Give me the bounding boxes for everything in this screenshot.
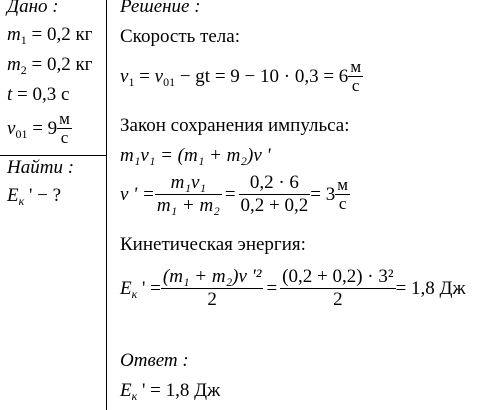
find-symbol: E <box>7 185 19 206</box>
vprime-equation <box>120 172 350 217</box>
energy-frac2-den: 2 <box>280 288 395 311</box>
v01-symbol: v <box>7 117 16 139</box>
vprime-frac2-den: 0,2 + 0,2 <box>240 195 309 216</box>
find-header: Найти : <box>7 157 75 178</box>
solution-header: Решение : <box>120 0 201 17</box>
find-sub: к <box>18 194 25 208</box>
given-m2 <box>7 54 92 76</box>
given-t <box>7 84 69 106</box>
m1-symbol: m <box>7 24 21 45</box>
vprime-eq-sign: = <box>224 183 236 205</box>
speed-equation <box>120 58 363 95</box>
vprime-frac1-den: m₁ + m₂ <box>156 195 220 216</box>
speed-v: v <box>120 65 129 87</box>
vprime-unit-num: м <box>337 175 348 194</box>
energy-frac1-den: 2 <box>161 288 264 311</box>
vprime-unit-den: с <box>335 194 350 213</box>
energy-frac1-num: (m₁ + m₂)v '² <box>162 266 262 287</box>
speed-unit <box>348 58 363 95</box>
speed-v-sub: 1 <box>128 74 135 89</box>
given-v01 <box>7 110 72 147</box>
energy-result: = 1,8 Дж <box>395 277 466 299</box>
t-value: = 0,3 с <box>12 84 70 105</box>
m2-sub: 2 <box>20 63 27 77</box>
vprime-frac-numeric <box>239 172 311 217</box>
v01-sub: 01 <box>15 126 28 141</box>
v01-value: = 9 <box>27 117 58 139</box>
m2-value: = 0,2 кг <box>26 54 93 75</box>
answer-rest: ' = 1,8 Дж <box>137 380 221 401</box>
energy-label: Кинетическая энергия: <box>120 234 306 255</box>
m1-value: = 0,2 кг <box>26 24 93 45</box>
m1-sub: 1 <box>20 33 27 47</box>
energy-frac2-num: (0,2 + 0,2) · 3² <box>282 266 394 287</box>
speed-eq-sign: = <box>134 65 155 87</box>
v01-unit-num: м <box>59 109 70 128</box>
energy-eq-sign: = <box>266 277 278 299</box>
speed-unit-den: с <box>348 76 363 95</box>
answer-expression <box>120 380 220 402</box>
v01-unit-den: с <box>57 128 72 147</box>
energy-lhs-sub: к <box>131 286 138 301</box>
momentum-label: Закон сохранения импульса: <box>120 115 350 136</box>
speed-tail: − gt = 9 − 10 · 0,3 = 6 <box>175 65 349 87</box>
momentum-equation: m₁v₁ = (m₁ + m₂)v ' <box>120 145 271 166</box>
vprime-lhs: v ' = <box>120 183 155 205</box>
energy-lhs-tail: ' = <box>137 277 161 299</box>
vprime-frac2-num: 0,2 · 6 <box>249 172 299 193</box>
vertical-divider <box>106 0 107 410</box>
m2-symbol: m <box>7 54 21 75</box>
find-rest: ' − ? <box>24 185 62 206</box>
given-m1 <box>7 24 92 46</box>
speed-unit-num: м <box>350 57 362 76</box>
vprime-frac-symbolic <box>155 172 222 217</box>
energy-equation <box>120 266 466 311</box>
vprime-unit <box>335 176 350 213</box>
energy-frac-symbolic <box>161 266 264 311</box>
speed-label: Скорость тела: <box>120 26 240 47</box>
energy-lhs: E <box>120 277 132 299</box>
vprime-result: = 3 <box>310 183 336 205</box>
energy-frac-numeric <box>280 266 395 311</box>
answer-header: Ответ : <box>120 350 189 371</box>
vprime-frac1-num: m₁v₁ <box>170 172 206 193</box>
speed-v0: v <box>154 65 164 87</box>
find-expression <box>7 185 61 207</box>
answer-sub: к <box>131 389 138 403</box>
answer-symbol: E <box>120 380 132 401</box>
given-header: Дано : <box>7 0 59 17</box>
speed-v0-sub: 01 <box>163 74 176 89</box>
v01-unit <box>57 110 72 147</box>
t-symbol: t <box>7 84 13 105</box>
